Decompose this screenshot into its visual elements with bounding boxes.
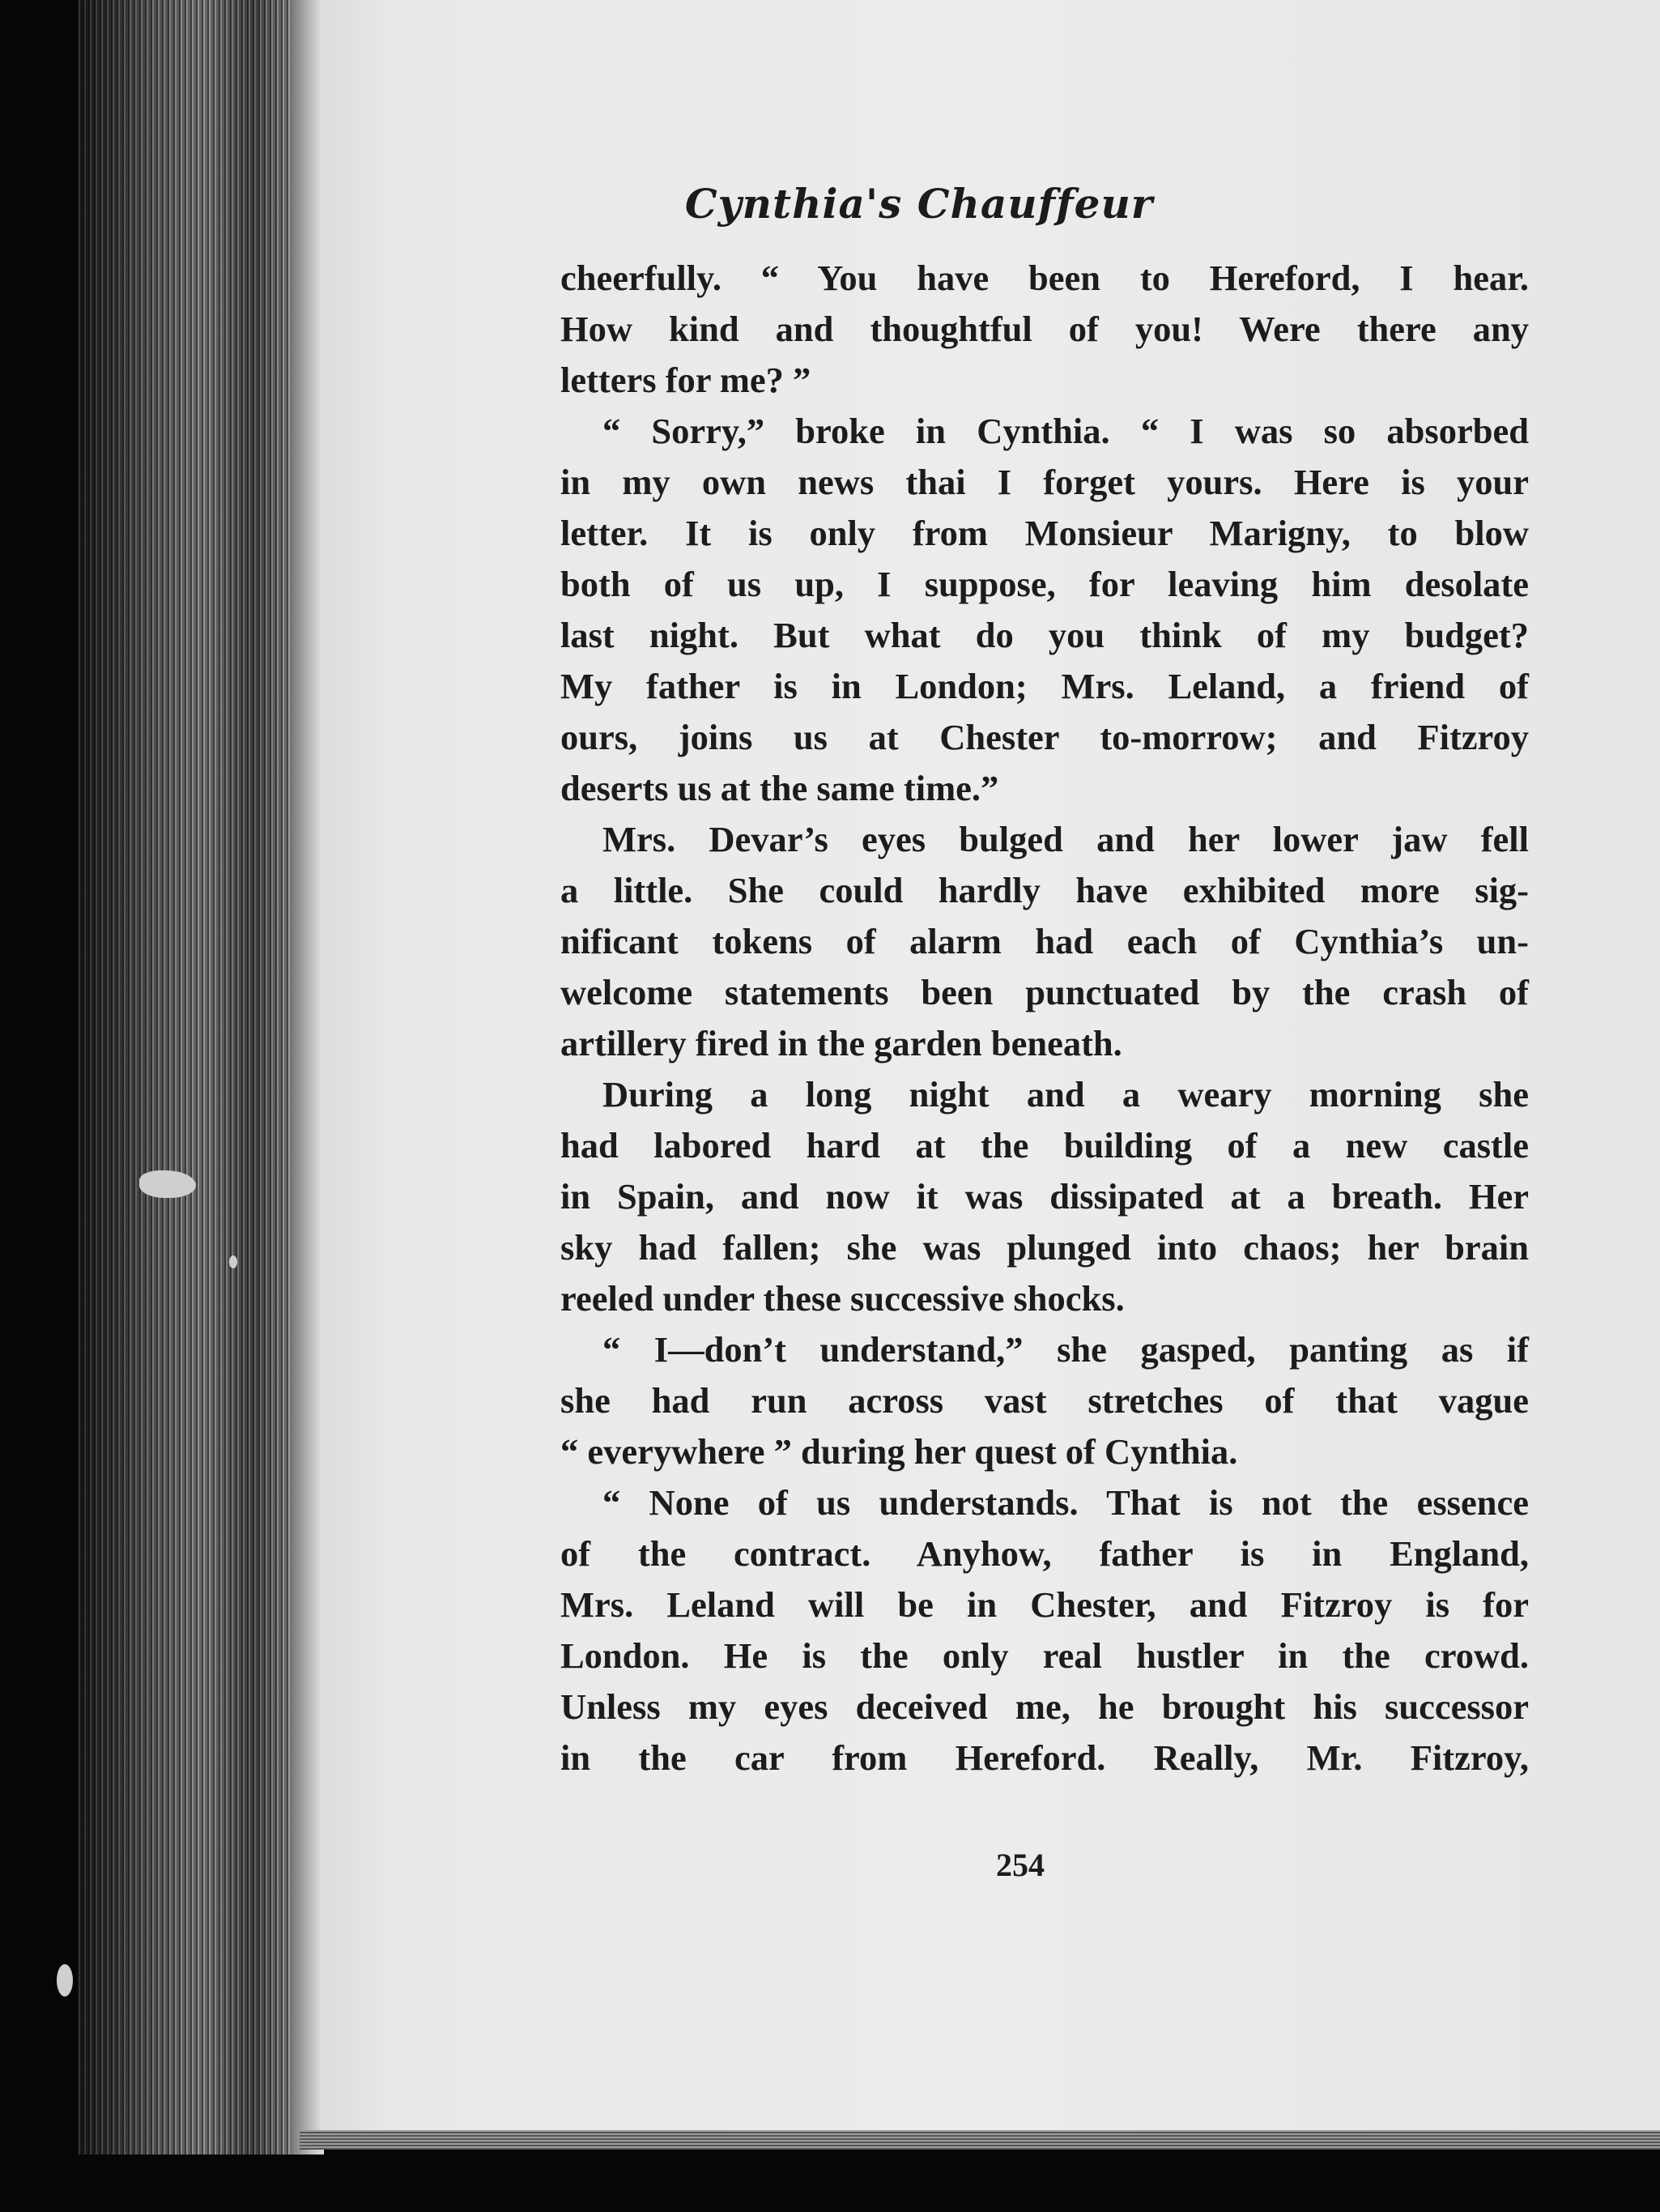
text-line: During a long night and a weary morning she	[602, 1074, 1529, 1115]
text-line: deserts us at the same time.”	[560, 768, 999, 808]
body-text	[560, 253, 1529, 1784]
text-line: Mrs. Leland will be in Chester, and Fitzroy is for	[560, 1584, 1529, 1625]
text-line: “ None of us understands. That is not the essence	[602, 1482, 1529, 1523]
text-line: sky had fallen; she was plunged into chaos; her brain	[560, 1227, 1529, 1268]
text-line: had labored hard at the building of a new castle	[560, 1125, 1529, 1166]
text-line: nificant tokens of alarm had each of Cynthia’s un-	[560, 921, 1529, 961]
book-spine-edge	[77, 0, 312, 2154]
text-line: ours, joins us at Chester to-morrow; and Fitzroy	[560, 717, 1529, 757]
text-line: in Spain, and now it was dissipated at a breath. Her	[560, 1176, 1529, 1217]
dust-speck	[229, 1255, 237, 1268]
page-gutter-shadow	[292, 0, 324, 2154]
text-line: last night. But what do you think of my budget?	[560, 615, 1529, 655]
text-line: both of us up, I suppose, for leaving him desolate	[560, 564, 1529, 604]
page-number: 254	[996, 1847, 1045, 1883]
dust-speck	[57, 1964, 73, 1997]
dust-speck	[139, 1170, 196, 1198]
text-line: letter. It is only from Monsieur Marigny, to blow	[560, 513, 1529, 553]
text-line: cheerfully. “ You have been to Hereford, I hear.	[560, 258, 1529, 298]
text-line: in my own news thai I forget yours. Here is your	[560, 462, 1529, 502]
text-line: “ everywhere ” during her quest of Cynthia.	[560, 1431, 1238, 1472]
text-line: “ I—don’t understand,” she gasped, panting as if	[602, 1329, 1529, 1370]
text-line: Mrs. Devar’s eyes bulged and her lower jaw fell	[602, 819, 1529, 859]
text-line: welcome statements been punctuated by the crash of	[560, 972, 1529, 1012]
text-line: a little. She could hardly have exhibited more sig-	[560, 870, 1529, 910]
text-line: letters for me? ”	[560, 360, 811, 400]
text-line: London. He is the only real hustler in the crowd.	[560, 1635, 1529, 1676]
page-bottom-edge	[300, 2130, 1660, 2150]
text-line: reeled under these successive shocks.	[560, 1278, 1125, 1319]
text-line: My father is in London; Mrs. Leland, a friend of	[560, 666, 1529, 706]
text-line: of the contract. Anyhow, father is in England,	[560, 1533, 1529, 1574]
running-head: Cynthia's Chauffeur	[684, 180, 1154, 228]
text-line: in the car from Hereford. Really, Mr. Fitzroy,	[560, 1737, 1529, 1778]
text-line: she had run across vast stretches of that vague	[560, 1380, 1529, 1421]
text-line: artillery fired in the garden beneath.	[560, 1023, 1122, 1063]
text-line: “ Sorry,” broke in Cynthia. “ I was so absorbed	[602, 411, 1529, 451]
text-line: How kind and thoughtful of you! Were there any	[560, 309, 1529, 349]
text-line: Unless my eyes deceived me, he brought his successor	[560, 1686, 1529, 1727]
